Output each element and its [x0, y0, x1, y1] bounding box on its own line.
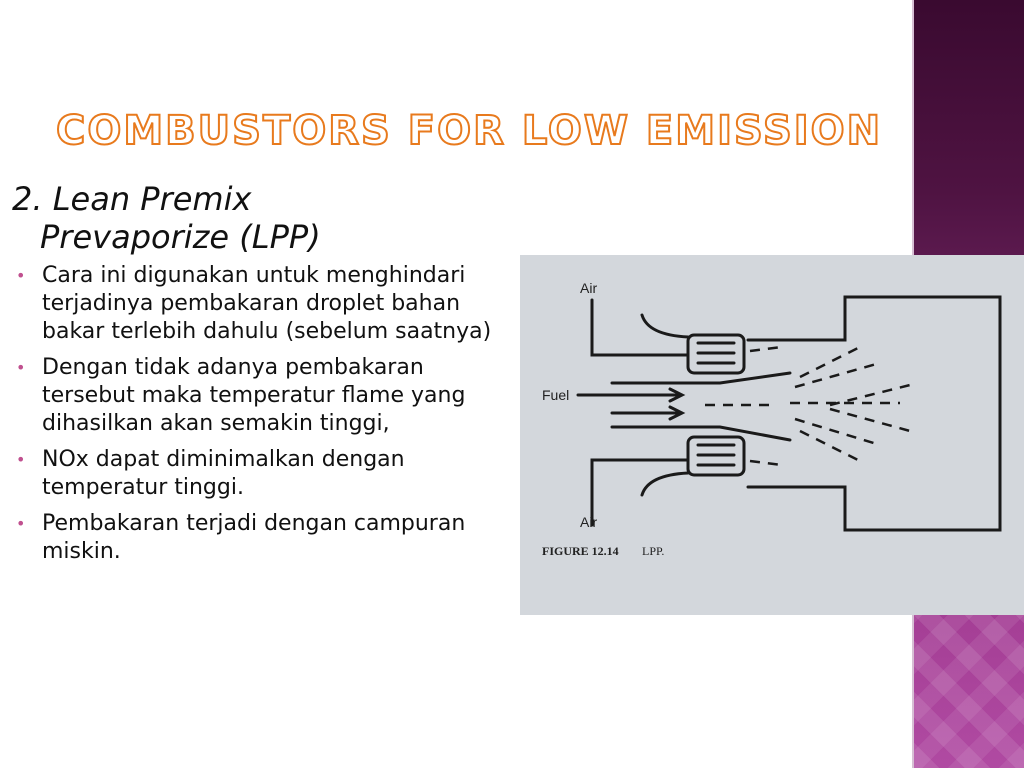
slide-title: COMBUSTORS FOR LOW EMISSION: [56, 108, 883, 154]
bullet-text: Dengan tidak adanya pembakaran tersebut maka temperatur flame yang dihasilkan akan semakin tinggi,: [42, 355, 466, 436]
bullet-item: [12, 510, 517, 566]
figure-label-air-top: Air: [580, 280, 598, 296]
bullet-item: [12, 354, 517, 438]
bullet-list: [12, 262, 517, 566]
bullet-dot-icon: •: [16, 450, 26, 469]
figure-label-fuel: Fuel: [542, 387, 570, 403]
section-subheading: [12, 180, 517, 256]
subheading-line-2: Prevaporize (LPP): [40, 218, 321, 256]
slide-content: [12, 180, 517, 574]
bullet-text: Pembakaran terjadi dengan campuran miskin.: [42, 511, 466, 564]
bullet-text: NOx dapat diminimalkan dengan temperatur tinggi.: [42, 447, 405, 500]
bullet-text: Cara ini digunakan untuk menghindari terjadinya pembakaran droplet bahan bakar terlebih dahulu (sebelum saatnya): [42, 263, 492, 344]
figure-caption-text: LPP.: [642, 544, 665, 558]
figure-label-air-bottom: Air: [580, 514, 598, 530]
bullet-dot-icon: •: [16, 358, 26, 377]
figure-caption-number: FIGURE 12.14: [542, 544, 619, 558]
lpp-diagram: [520, 255, 1024, 615]
bullet-dot-icon: •: [16, 266, 26, 285]
lpp-combustor-figure: [520, 255, 1024, 615]
bullet-dot-icon: •: [16, 514, 26, 533]
subheading-line-1: 2. Lean Premix: [12, 180, 252, 218]
bullet-item: [12, 446, 517, 502]
bullet-item: [12, 262, 517, 346]
